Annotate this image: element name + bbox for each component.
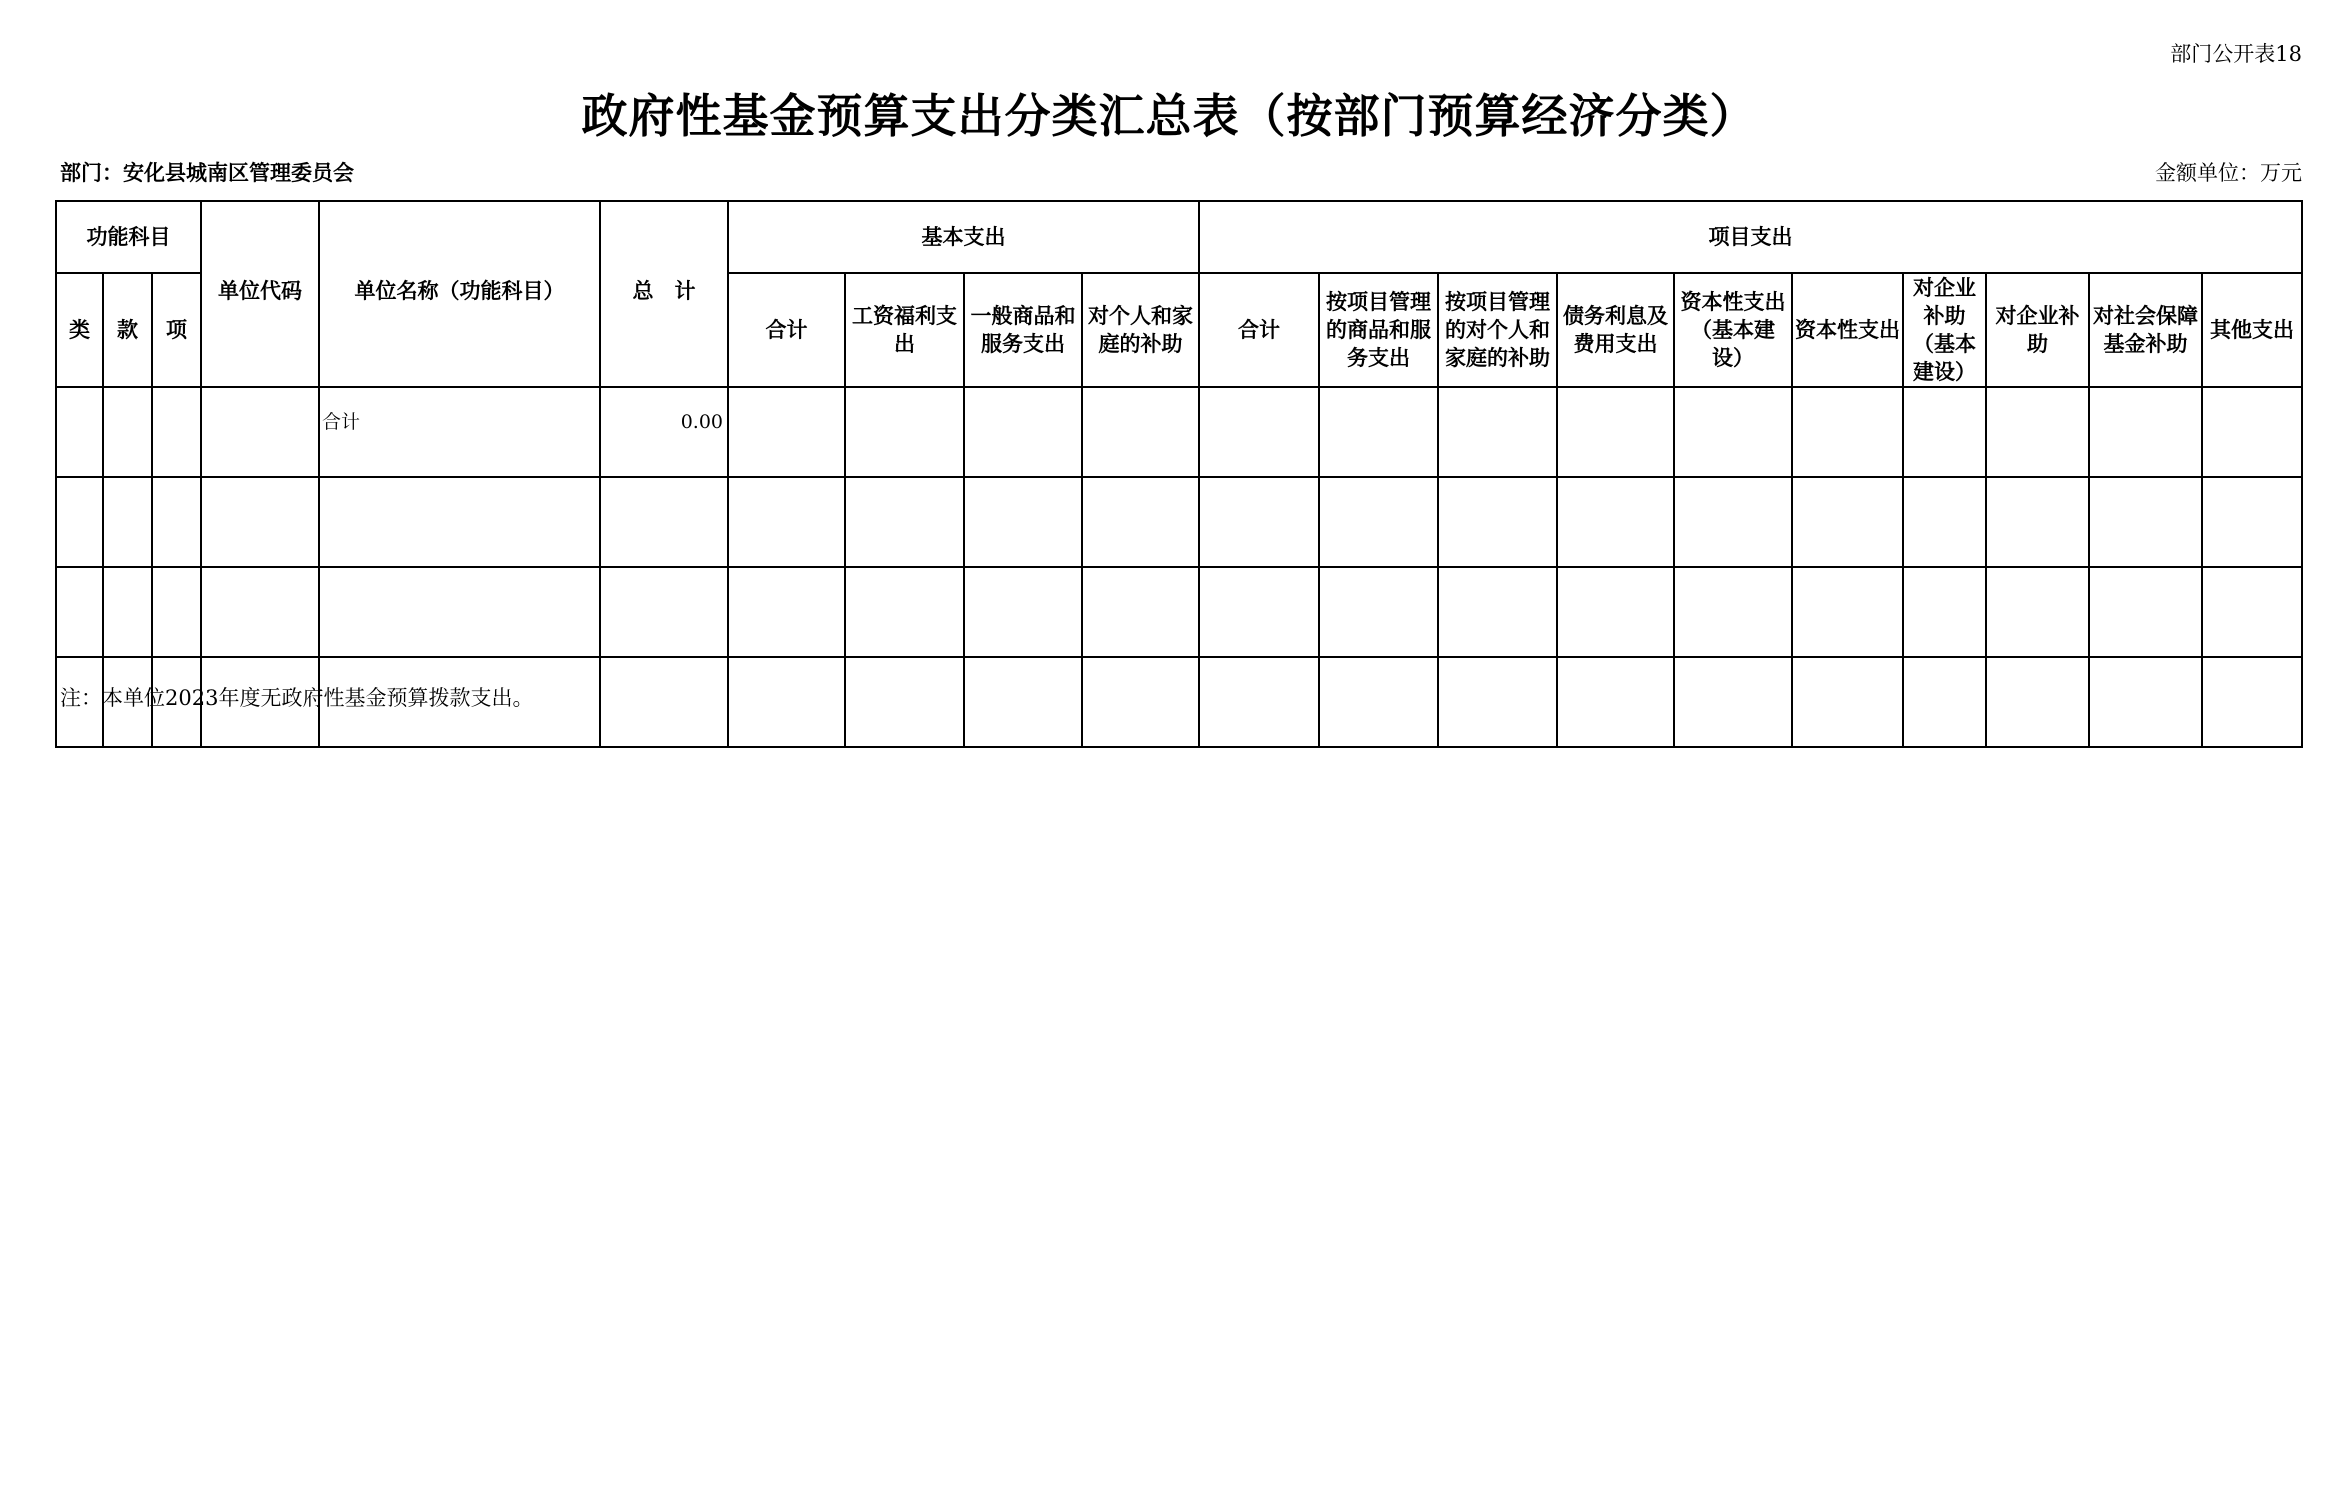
cell-empty xyxy=(1986,477,2089,567)
functional-subject-header: 功能科目 xyxy=(56,201,201,273)
cell-empty xyxy=(1792,477,1903,567)
cell-empty xyxy=(1557,567,1674,657)
cell-empty xyxy=(1199,657,1319,747)
cell-empty xyxy=(2202,477,2302,567)
cell-empty xyxy=(2089,477,2202,567)
cell-empty xyxy=(1438,387,1557,477)
cell-empty xyxy=(728,567,845,657)
cell-empty xyxy=(1319,477,1438,567)
page-title: 政府性基金预算支出分类汇总表（按部门预算经济分类） xyxy=(581,89,1757,143)
cell-empty xyxy=(1319,567,1438,657)
cell-empty xyxy=(1557,657,1674,747)
table-row xyxy=(56,477,2302,567)
cell-empty xyxy=(964,477,1082,567)
category-kuan-header: 款 xyxy=(103,273,152,387)
cell-empty xyxy=(1319,387,1438,477)
cell-empty xyxy=(2202,567,2302,657)
cell-unit-name xyxy=(319,477,600,567)
project-goods-services-header: 按项目管理的商品和服务支出 xyxy=(1319,273,1438,387)
cell-empty xyxy=(1438,477,1557,567)
cell-empty xyxy=(1082,387,1199,477)
cell-empty xyxy=(1986,567,2089,657)
cell-empty xyxy=(2089,657,2202,747)
cell-kuan xyxy=(103,477,152,567)
cell-empty xyxy=(1792,567,1903,657)
total-header: 总 计 xyxy=(600,201,728,387)
cell-empty xyxy=(2089,567,2202,657)
cell-empty xyxy=(2202,387,2302,477)
cell-empty xyxy=(1674,387,1792,477)
cell-kuan xyxy=(103,387,152,477)
cell-empty xyxy=(2202,657,2302,747)
cell-empty xyxy=(1674,657,1792,747)
cell-empty xyxy=(964,387,1082,477)
capital-expenditure-header: 资本性支出 xyxy=(1792,273,1903,387)
cell-empty xyxy=(1557,387,1674,477)
cell-unit-code xyxy=(201,387,319,477)
basic-expenditure-header: 基本支出 xyxy=(728,201,1199,273)
table-row xyxy=(56,567,2302,657)
cell-empty xyxy=(964,567,1082,657)
cell-empty xyxy=(1674,477,1792,567)
cell-total xyxy=(600,567,728,657)
category-lei-header: 类 xyxy=(56,273,103,387)
category-xiang-header: 项 xyxy=(152,273,201,387)
cell-lei xyxy=(56,477,103,567)
project-expenditure-header: 项目支出 xyxy=(1199,201,2302,273)
unit-name-header: 单位名称（功能科目） xyxy=(319,201,600,387)
debt-interest-header: 债务利息及费用支出 xyxy=(1557,273,1674,387)
cell-empty xyxy=(1903,567,1986,657)
cell-empty xyxy=(845,387,964,477)
cell-empty xyxy=(2089,387,2202,477)
department-label: 部门：安化县城南区管理委员会 xyxy=(60,161,354,185)
cell-empty xyxy=(1199,387,1319,477)
cell-xiang xyxy=(152,567,201,657)
social-security-subsidy-header: 对社会保障基金补助 xyxy=(2089,273,2202,387)
enterprise-subsidy-header: 对企业补助 xyxy=(1986,273,2089,387)
basic-total-header: 合计 xyxy=(728,273,845,387)
cell-unit-name: 合计 xyxy=(319,387,600,477)
cell-lei xyxy=(56,387,103,477)
cell-lei xyxy=(56,567,103,657)
form-number-label: 部门公开表18 xyxy=(2170,42,2302,66)
cell-empty xyxy=(1438,567,1557,657)
cell-empty xyxy=(1986,657,2089,747)
cell-kuan xyxy=(103,567,152,657)
cell-empty xyxy=(1674,567,1792,657)
cell-empty xyxy=(1903,657,1986,747)
cell-total xyxy=(600,477,728,567)
cell-empty xyxy=(1199,477,1319,567)
cell-empty xyxy=(1792,387,1903,477)
capital-infrastructure-header: 资本性支出（基本建设） xyxy=(1674,273,1792,387)
cell-total: 0.00 xyxy=(600,387,728,477)
cell-unit-name xyxy=(319,567,600,657)
cell-empty xyxy=(845,567,964,657)
cell-empty xyxy=(845,657,964,747)
project-household-subsidy-header: 按项目管理的对个人和家庭的补助 xyxy=(1438,273,1557,387)
expenditure-table xyxy=(55,200,2303,748)
cell-unit-code xyxy=(201,477,319,567)
amount-unit-label: 金额单位：万元 xyxy=(2155,161,2302,185)
basic-household-subsidy-header: 对个人和家庭的补助 xyxy=(1082,273,1199,387)
cell-empty xyxy=(1199,567,1319,657)
cell-empty xyxy=(728,657,845,747)
other-expenditure-header: 其他支出 xyxy=(2202,273,2302,387)
table-row xyxy=(56,387,2302,477)
cell-empty xyxy=(728,387,845,477)
unit-code-header: 单位代码 xyxy=(201,201,319,387)
cell-empty xyxy=(1903,387,1986,477)
cell-empty xyxy=(1792,657,1903,747)
cell-empty xyxy=(1319,657,1438,747)
cell-empty xyxy=(1557,477,1674,567)
project-total-header: 合计 xyxy=(1199,273,1319,387)
cell-xiang xyxy=(152,387,201,477)
basic-goods-services-header: 一般商品和服务支出 xyxy=(964,273,1082,387)
cell-xiang xyxy=(152,477,201,567)
cell-total xyxy=(600,657,728,747)
footnote: 注：本单位2023年度无政府性基金预算拨款支出。 xyxy=(60,686,534,710)
cell-empty xyxy=(1903,477,1986,567)
cell-empty xyxy=(1082,477,1199,567)
cell-empty xyxy=(1082,657,1199,747)
cell-empty xyxy=(728,477,845,567)
cell-empty xyxy=(1082,567,1199,657)
cell-empty xyxy=(845,477,964,567)
cell-empty xyxy=(964,657,1082,747)
cell-empty xyxy=(1986,387,2089,477)
enterprise-subsidy-infrastructure-header: 对企业补助（基本建设） xyxy=(1903,273,1986,387)
cell-empty xyxy=(1438,657,1557,747)
header-row-1 xyxy=(56,201,2302,273)
basic-salary-header: 工资福利支出 xyxy=(845,273,964,387)
cell-unit-code xyxy=(201,567,319,657)
